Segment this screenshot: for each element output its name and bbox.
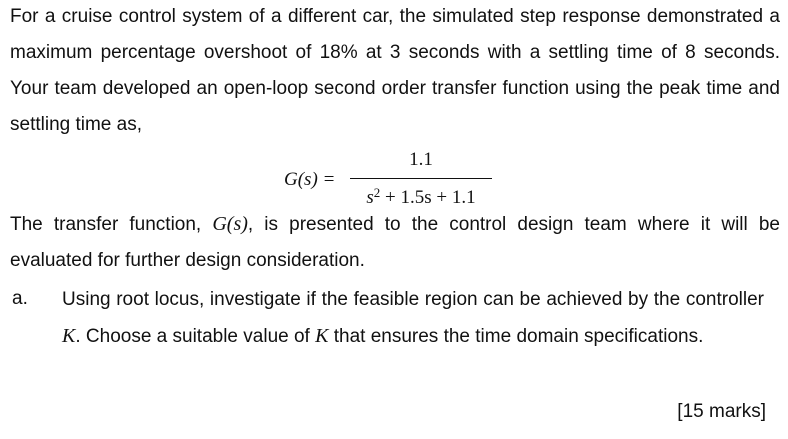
followup-part1: The transfer function, [10, 214, 213, 235]
question-part2: . Choose a suitable value of [75, 326, 316, 347]
denominator-s: s [366, 187, 374, 208]
question-k1: K [62, 325, 76, 347]
equation-lhs [284, 169, 335, 191]
question-part1: Using root locus, investigate if the feasible region can be achieved by the controller [62, 289, 764, 310]
equation-fraction [350, 147, 492, 207]
equation-denominator [350, 182, 492, 209]
followup-paragraph [10, 206, 780, 279]
fraction-bar [350, 178, 492, 179]
question-part3: that ensures the time domain specifications. [328, 326, 704, 347]
question-marks: [15 marks] [677, 401, 766, 422]
equation-numerator: 1.1 [409, 149, 433, 170]
problem-statement [10, 0, 780, 143]
followup-symbol: G(s) [212, 213, 248, 235]
equation-lhs-text: G(s) = [284, 169, 336, 190]
followup-part2: , is presented to the control design team where it will be evaluated for further design consideration. [10, 214, 780, 271]
denominator-exponent: 2 [373, 185, 381, 200]
transfer-function-equation [0, 147, 788, 207]
denominator-rest: + 1.5s + 1.1 [380, 187, 476, 208]
question-text [62, 281, 764, 355]
question-label: a. [12, 288, 28, 309]
intro-text: For a cruise control system of a different car, the simulated step response demonstrated a maximum percentage overshoot of 18% at 3 seconds with a settling time of 8 seconds. Your team developed an open-loop second order transfer function using the peak time and settling time as, [10, 6, 780, 135]
question-k2: K [315, 325, 329, 347]
